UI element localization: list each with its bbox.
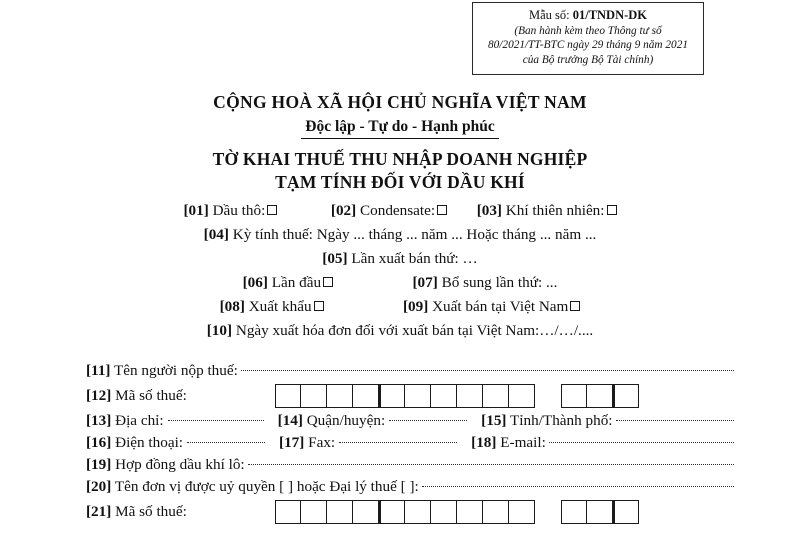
input-district[interactable] [389, 420, 467, 421]
field-label-20-wrap [86, 476, 419, 498]
field-number-19: [19] [86, 456, 112, 473]
tax-code-cell[interactable] [509, 500, 535, 524]
form-row-20 [86, 476, 734, 498]
tax-code-cell[interactable] [275, 500, 301, 524]
tax-code-cell[interactable] [483, 384, 509, 408]
field-label-05[interactable]: Lần xuất bán thứ: … [351, 250, 478, 268]
form-code-sub-line-3: của Bộ trưởng Bộ Tài chính) [522, 53, 654, 66]
field-label-15-wrap [481, 410, 612, 432]
tax-code-grid-21[interactable] [275, 500, 639, 524]
page-title-line-1: TỜ KHAI THUẾ THU NHẬP DOANH NGHIỆP [212, 149, 588, 169]
field-label-03: Khí thiên nhiên: [505, 202, 605, 219]
tax-code-group-suffix[interactable] [561, 384, 639, 408]
form-code-label: Mẫu số: [528, 8, 570, 22]
tax-code-cell[interactable] [301, 500, 327, 524]
input-phone[interactable] [187, 442, 265, 443]
field-label-19-wrap [86, 454, 245, 476]
tax-code-cell[interactable] [275, 384, 301, 408]
field-label-16: Điện thoại: [115, 434, 184, 451]
form-code-sub-line-1: (Ban hành kèm theo Thông tư số [514, 24, 662, 37]
form-row-06-07 [0, 271, 800, 295]
tax-code-cell[interactable] [431, 500, 457, 524]
field-label-17-wrap [279, 432, 335, 454]
field-number-10: [10] [206, 322, 233, 340]
field-label-14: Quận/huyện: [306, 412, 386, 429]
field-label-04[interactable]: Kỳ tính thuế: Ngày ... tháng ... năm ... Hoặc tháng ... năm ... [232, 226, 597, 244]
field-number-13: [13] [86, 412, 112, 429]
form-row-12 [86, 382, 734, 410]
input-email[interactable] [549, 442, 734, 443]
form-row-05 [0, 247, 800, 271]
field-number-16: [16] [86, 434, 112, 451]
input-fax[interactable] [339, 442, 457, 443]
field-number-18: [18] [471, 434, 497, 451]
checkbox-natural-gas[interactable] [607, 205, 617, 215]
field-number-14: [14] [277, 412, 303, 429]
field-label-14-wrap [278, 410, 386, 432]
field-label-11: Tên người nộp thuế: [114, 362, 238, 379]
field-label-01: Dầu thô: [212, 202, 266, 219]
form-row-10 [0, 319, 800, 343]
form-row-16-17-18 [86, 432, 734, 454]
field-number-08: [08] [219, 298, 245, 316]
tax-code-group-primary[interactable] [275, 500, 535, 524]
input-taxpayer-name[interactable] [241, 370, 734, 371]
tax-code-cell[interactable] [379, 384, 405, 408]
input-province[interactable] [616, 420, 734, 421]
checkbox-condensate[interactable] [437, 205, 447, 215]
form-row-21 [86, 498, 734, 526]
tax-code-cell[interactable] [353, 384, 379, 408]
tax-code-cell[interactable] [483, 500, 509, 524]
field-label-21-wrap [86, 501, 187, 523]
form-row-11 [86, 360, 734, 382]
tax-code-cell[interactable] [327, 500, 353, 524]
field-label-13: Địa chỉ: [115, 412, 164, 429]
tax-code-cell[interactable] [405, 384, 431, 408]
declaration-type-rows [0, 199, 800, 343]
tax-code-cell[interactable] [327, 384, 353, 408]
taxpayer-info-section [86, 360, 734, 526]
field-number-17: [17] [279, 434, 305, 451]
tax-code-cell[interactable] [613, 500, 639, 524]
input-address[interactable] [168, 420, 264, 421]
field-number-03: [03] [476, 202, 502, 219]
field-label-17: Fax: [308, 434, 336, 451]
field-label-02: Condensate: [360, 202, 436, 219]
tax-code-cell[interactable] [457, 500, 483, 524]
field-label-09: Xuất bán tại Việt Nam [432, 298, 569, 316]
checkbox-export[interactable] [314, 301, 324, 311]
tax-code-cell[interactable] [431, 384, 457, 408]
form-code-sub-line-2: 80/2021/TT-BTC ngày 29 tháng 9 năm 2021 [487, 39, 688, 52]
tax-code-cell[interactable] [561, 384, 587, 408]
tax-code-cell[interactable] [561, 500, 587, 524]
page-title [0, 148, 800, 194]
national-heading [0, 92, 800, 139]
form-code-box [472, 2, 704, 75]
tax-code-group-suffix[interactable] [561, 500, 639, 524]
tax-code-cell[interactable] [301, 384, 327, 408]
field-label-19: Hợp đồng dầu khí lô: [115, 456, 245, 473]
field-label-16-wrap [86, 432, 183, 454]
tax-code-cell[interactable] [457, 384, 483, 408]
page-title-line-2: TẠM TÍNH ĐỐI VỚI DẦU KHÍ [275, 172, 525, 193]
tax-code-cell[interactable] [379, 500, 405, 524]
field-label-15: Tỉnh/Thành phố: [510, 412, 613, 429]
field-number-15: [15] [481, 412, 507, 429]
field-label-11-wrap [86, 360, 238, 382]
field-number-11: [11] [86, 362, 111, 379]
tax-code-group-primary[interactable] [275, 384, 535, 408]
country-name: CỘNG HOÀ XÃ HỘI CHỦ NGHĨA VIỆT NAM [213, 92, 587, 112]
form-row-08-09 [0, 295, 800, 319]
field-label-08: Xuất khẩu [248, 298, 312, 316]
field-label-12-wrap [86, 385, 187, 407]
form-row-19 [86, 454, 734, 476]
field-number-01: [01] [183, 202, 209, 219]
tax-code-cell[interactable] [587, 384, 613, 408]
field-label-07[interactable]: Bổ sung lần thứ: ... [441, 274, 558, 292]
field-label-13-wrap [86, 410, 164, 432]
field-number-12: [12] [86, 387, 112, 404]
checkbox-first-time[interactable] [323, 277, 333, 287]
field-label-10[interactable]: Ngày xuất hóa đơn đối với xuất bán tại Việt Nam:…/…/.... [235, 322, 594, 340]
tax-code-cell[interactable] [587, 500, 613, 524]
field-number-09: [09] [402, 298, 429, 316]
field-number-21: [21] [86, 503, 112, 520]
checkbox-crude-oil[interactable] [267, 205, 277, 215]
national-motto: Độc lập - Tự do - Hạnh phúc [301, 117, 498, 139]
checkbox-domestic-sale[interactable] [570, 301, 580, 311]
field-label-20[interactable]: Tên đơn vị được uỷ quyền [ ] hoặc Đại lý thuế [ ]: [114, 478, 419, 495]
field-label-06: Lần đầu [271, 274, 322, 292]
field-number-06: [06] [242, 274, 268, 292]
tax-code-cell[interactable] [405, 500, 431, 524]
field-label-21: Mã số thuế: [115, 503, 187, 520]
form-row-01-02-03 [0, 199, 800, 223]
national-motto-wrap [301, 117, 498, 139]
field-number-05: [05] [322, 250, 348, 268]
input-petroleum-contract-block[interactable] [248, 464, 734, 465]
tax-code-cell[interactable] [613, 384, 639, 408]
form-row-04 [0, 223, 800, 247]
tax-code-cell[interactable] [509, 384, 535, 408]
field-number-02: [02] [330, 202, 357, 219]
tax-code-cell[interactable] [353, 500, 379, 524]
field-number-04: [04] [203, 226, 229, 244]
field-label-18-wrap [471, 432, 546, 454]
form-code-line [479, 8, 697, 24]
form-code-value: 01/TNDN-DK [572, 8, 648, 22]
tax-code-grid-12[interactable] [275, 384, 639, 408]
field-label-18: E-mail: [500, 434, 546, 451]
field-number-20: [20] [86, 478, 112, 495]
input-authorized-unit-name[interactable] [422, 486, 734, 487]
field-label-12: Mã số thuế: [115, 387, 187, 404]
form-row-13-14-15 [86, 410, 734, 432]
field-number-07: [07] [412, 274, 438, 292]
